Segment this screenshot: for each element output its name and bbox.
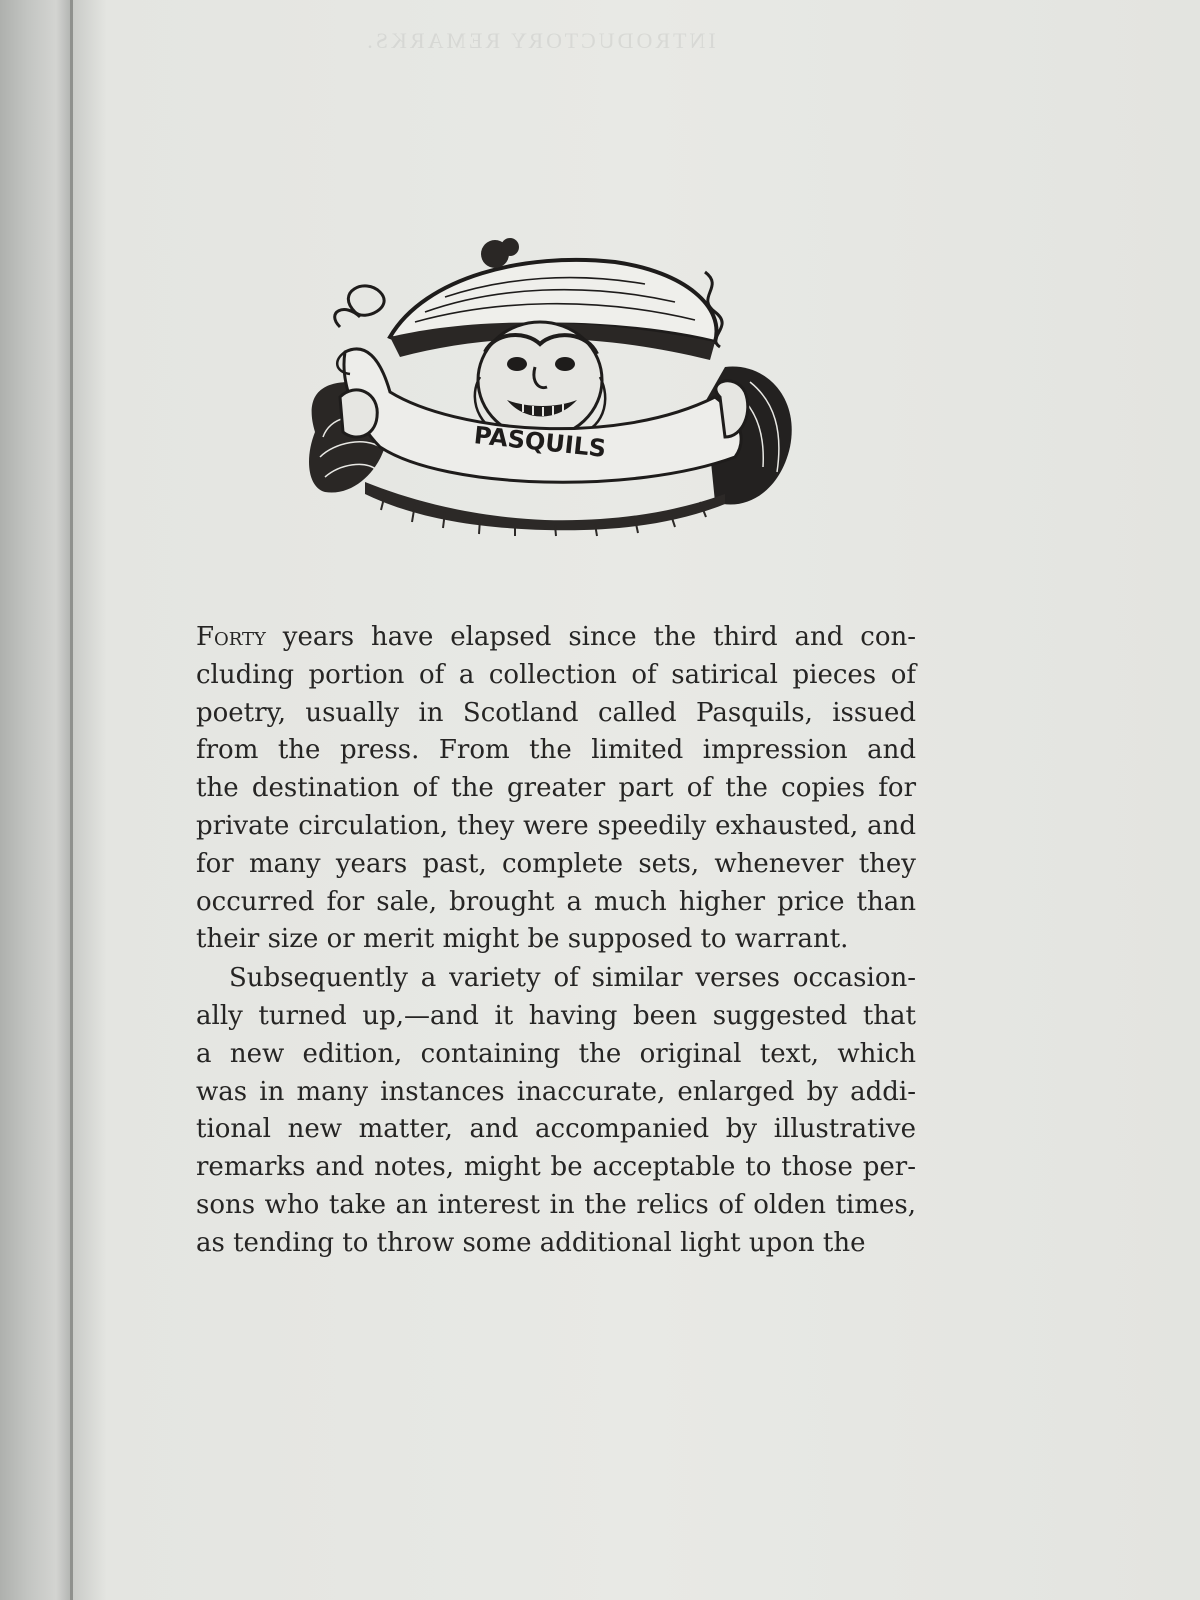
- text-line: [196, 1074, 916, 1112]
- text-line: [196, 921, 916, 959]
- facing-page-edge: [0, 0, 73, 1600]
- text-line: [196, 732, 916, 770]
- text-line: [196, 1036, 916, 1074]
- text-line: [196, 846, 916, 884]
- line-text: the destination of the greater part of the copies for: [196, 773, 916, 804]
- running-head: INTRODUCTORY REMARKS.: [364, 28, 716, 53]
- lead-word: Forty: [196, 622, 266, 652]
- line-text: for many years past, complete sets, whenever they: [196, 848, 916, 879]
- text-line: [196, 695, 916, 733]
- line-text: remarks and notes, might be acceptable to those per-: [196, 1152, 916, 1183]
- text-line: [196, 619, 916, 657]
- vignette-caption: PASQUILS: [472, 421, 608, 463]
- line-text: as tending to throw some additional light upon the: [196, 1227, 866, 1258]
- text-line: [196, 884, 916, 922]
- text-line: [196, 1187, 916, 1225]
- line-text: cluding portion of a collection of satirical pieces of: [196, 659, 916, 690]
- line-text: was in many instances inaccurate, enlarged by addi-: [196, 1076, 916, 1107]
- line-text: tional new matter, and accompanied by illustrative: [196, 1114, 916, 1145]
- line-text: poetry, usually in Scotland called Pasquils, issued: [196, 697, 916, 728]
- line-text: from the press. From the limited impression and: [196, 735, 916, 766]
- pasquils-vignette-illustration: [295, 232, 800, 537]
- line-text: a new edition, containing the original text, which: [196, 1038, 916, 1069]
- line-text: private circulation, they were speedily exhausted, and: [196, 810, 916, 841]
- text-line: [196, 770, 916, 808]
- text-line: [196, 657, 916, 695]
- line-text: sons who take an interest in the relics of olden times,: [196, 1189, 916, 1220]
- text-line: [196, 808, 916, 846]
- line-text: Subsequently a variety of similar verses occasion-: [229, 963, 916, 994]
- text-line: [196, 998, 916, 1036]
- text-line: [196, 960, 916, 998]
- line-text: their size or merit might be supposed to warrant.: [196, 924, 849, 955]
- text-line: [196, 1225, 916, 1263]
- line-text: occurred for sale, brought a much higher price than: [196, 886, 916, 917]
- text-line: [196, 1111, 916, 1149]
- body-text: [196, 619, 916, 1263]
- line-text: ally turned up,—and it having been suggested that: [196, 1000, 916, 1031]
- line-text: years have elapsed since the third and con-: [265, 622, 916, 652]
- text-line: [196, 1149, 916, 1187]
